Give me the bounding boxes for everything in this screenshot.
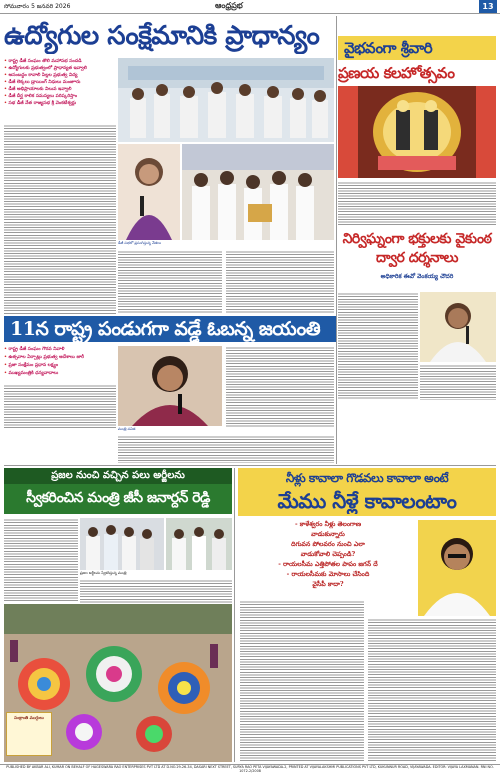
story1-bullet: • సభ డీజీ నేత రాజ్యసభ శ్రీ వెంకటేశ్వర్లు <box>4 101 77 106</box>
eo-portrait-image <box>420 292 496 362</box>
story1-speaker-photo <box>118 144 180 240</box>
story3-headline[interactable]: నిర్విఘ్నంగా భక్తులకు వైకుంఠ ద్వార దర్శనాలు <box>342 231 492 266</box>
story1-headline[interactable]: ఉద్యోగుల సంక్షేమానికి ప్రాధాన్యం <box>4 21 320 51</box>
story4-photo-caption: మంత్రి సవిత <box>118 427 136 431</box>
story3-eo-photo <box>420 292 496 362</box>
story5-photo-caption: ప్రజల అర్జీలను స్వీకరిస్తున్న మంత్రి <box>80 571 127 575</box>
quote-line: వాడుకోవాలి చెప్పండి? <box>300 551 356 558</box>
quote-line: వైసీపీ కాదా? <box>312 581 344 588</box>
story4-bullets <box>4 346 116 382</box>
story1-stage-photo <box>182 144 334 240</box>
quote-line: - రాయలసీమ ఎత్తిపోతల పాపం జగన్ దే <box>278 561 378 568</box>
story2-headline[interactable]: ప్రణయ కలహోత్సవం <box>338 64 455 82</box>
story4-headline[interactable]: 11న రాష్ట్ర పండుగగా వడ్డే ఓబన్న జయంతి <box>10 318 321 340</box>
story4-headline-box <box>4 316 336 342</box>
story6-politician-photo <box>418 520 496 616</box>
issue-date: సోమవారం 5 జనవరి 2026 <box>4 3 71 10</box>
rangoli-caption: సంక్రాంతి ముగ్గులు <box>14 715 44 720</box>
story1-bullets <box>4 58 116 122</box>
story4-bullet: • ఉత్సవాల ఏర్పాట్లు ప్రభుత్వ ఆదేశాలు జారీ <box>4 355 84 360</box>
imprint-footer: PUBLISHED BY AKBAR ALI, KUMAR ON BEHALF OF HAGESWARA RAO ENTERPRISES PVT LTD AT D.NO.29-26-34, DASARI NEXT STREET, SURYA RAO PETA VIJAYAWADA-2, PRINTED AT VIJAYALAKSHMI PUBLICATIONS PVT LTD, KUKUNNUR ROAD, VIJAYAWADA. EDITOR: VIJAYA LAXMANAN. RNI NO. 1072-2/2008 <box>0 764 500 774</box>
story1-body-col2 <box>118 250 222 314</box>
deity-image <box>338 86 496 178</box>
row-divider <box>4 465 496 466</box>
column-divider <box>336 16 337 464</box>
group-photo-image <box>118 58 334 142</box>
quote-line: వాడుకున్నారు <box>311 531 345 538</box>
story5-kicker: ప్రజల నుంచి వచ్చిన పలు అర్జీలను <box>4 468 232 484</box>
story6-headline-line1[interactable]: నీళ్లు కావాలా గొడవలు కావాలా అంటే <box>285 471 449 485</box>
story4-body-col1 <box>4 384 116 428</box>
story1-bullet: • ఉద్యోగులకు ప్రభుత్వంలో ప్రాధాన్యత ఇవ్వాలి <box>4 66 88 71</box>
speaker-image <box>118 144 180 240</box>
story1-bullet: • డీజీ లెక్కలు డ్రాయింగ్ నిధులు మంజూరు <box>4 80 81 85</box>
rangoli-caption-box <box>6 712 52 756</box>
story3-byline: అధికారిక ఈవో వెంకయ్య చౌదరి <box>380 273 454 280</box>
story2-deity-photo <box>338 86 496 178</box>
story6-headline-line2[interactable]: మేము నీళ్లే కావాలంటాం <box>277 489 457 513</box>
quote-line: దిగువన పోలవరం నుంచి ఎలా <box>291 541 365 548</box>
story5-headline[interactable]: స్వీకరించిన మంత్రి జీసీ జనార్దన్ రెడ్డి <box>26 490 210 506</box>
story3-body-left <box>338 292 418 400</box>
quote-line: - రాయలసీమకు మోసాలు చేసింది <box>286 571 370 578</box>
grievance-image <box>80 518 164 570</box>
story1-bullet: • డీజీ అభిప్రాయాలకు విలువ ఇవ్వాలి <box>4 87 72 92</box>
story3-body-right <box>420 364 496 400</box>
story1-bullet: • రాష్ట్ర డీజీ సంఘం తొలి మహాసభ సందడి <box>4 59 82 64</box>
story5-headline-box <box>4 468 232 514</box>
story1-group-photo <box>118 58 334 142</box>
story4-body-col2 <box>226 346 334 428</box>
grievance-image-2 <box>166 518 232 570</box>
story2-kicker-box <box>338 36 496 60</box>
minister-image <box>118 346 222 426</box>
story2-body <box>338 181 496 227</box>
story1-photo-caption: డీజీ సభలో ప్రసంగిస్తున్న నేతలు <box>118 241 162 245</box>
story6-headline-box <box>238 468 496 516</box>
story5-grievance-photo <box>80 518 164 570</box>
story5-body-col2 <box>80 579 232 603</box>
story1-bullet: • డీజీ దీర్ఘ కాలిక సమస్యలు పరిష్కరిస్తాం <box>4 94 78 99</box>
story1-bullet: • అసంబద్ధం కావాలి పిల్లల ప్రభుత్వ విద్య <box>4 73 78 78</box>
newspaper-name: ఆంధ్రప్రభ <box>215 1 243 10</box>
story6-quote-block <box>240 520 416 596</box>
story1-body-col1 <box>4 124 116 314</box>
page-number: 13 <box>479 0 497 13</box>
story4-bullet: • ముఖ్యమంత్రికి ధన్యవాదాలు <box>4 371 59 376</box>
page-header-bar <box>0 0 500 14</box>
stage-image <box>182 144 334 240</box>
story3-headline-box <box>338 230 496 290</box>
story6-body-col2 <box>368 618 496 762</box>
quote-line: - కాళేశ్వరం నీళ్లు తెలంగాణ <box>294 521 362 528</box>
story4-bullet: • రాష్ట్ర డీజీ సంఘం గౌరవ నివాళి <box>4 347 65 352</box>
story4-bullet: • ప్రజా సంక్షేమం ప్రధాన లక్ష్యం <box>4 363 59 368</box>
story5-grievance-photo-2 <box>166 518 232 570</box>
column-divider <box>234 468 235 762</box>
story4-minister-photo <box>118 346 222 426</box>
story2-kicker: వైభవంగా శ్రీవారి <box>344 39 433 57</box>
politician-image <box>418 520 496 616</box>
story5-body-col1 <box>4 518 78 602</box>
story4-body-bottom <box>118 435 334 463</box>
story1-body-col3 <box>226 250 334 314</box>
story6-body-col1 <box>240 600 364 762</box>
